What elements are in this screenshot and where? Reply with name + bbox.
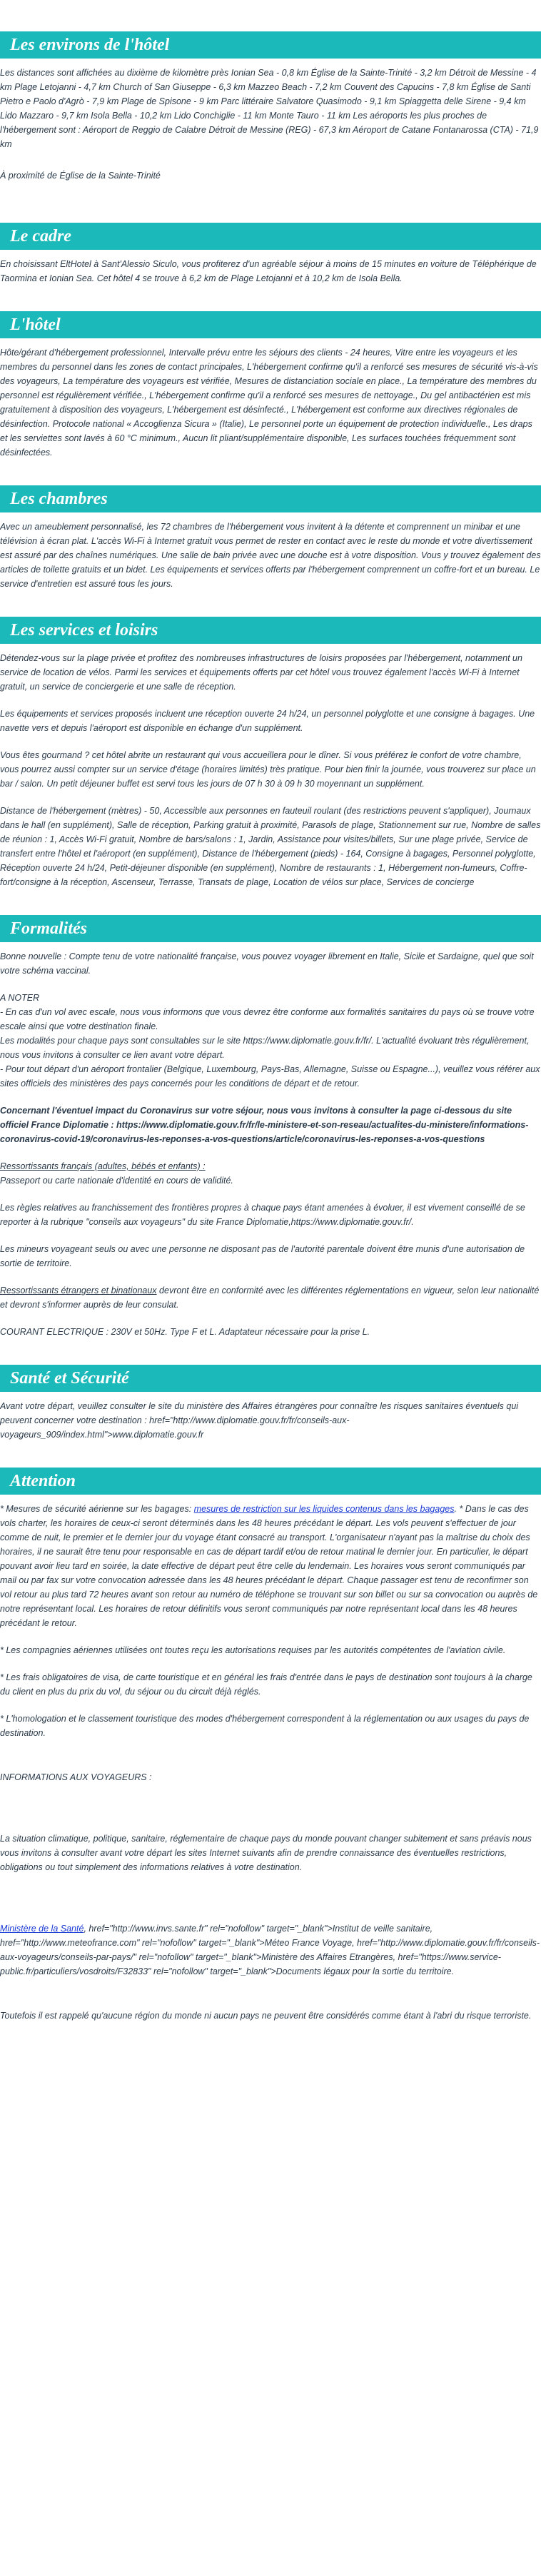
note-heading: A NOTER: [0, 993, 40, 1003]
section-attention: [0, 1468, 541, 2023]
section-services: [0, 617, 541, 889]
info-heading: INFORMATIONS AUX VOYAGEURS :: [0, 1772, 152, 1782]
chambres-text: Avec un ameublement personnalisé, les 72 chambres de l'hébergement vous invitent à la détente et comprennent un minibar et une télévision à écran plat. L'accès Wi-Fi à Internet gratuit vous permet de rester en contact avec le reste du monde et votre divertissement est assuré par des chaînes numériques. Une salle de bain privée avec une douche est à votre disposition. Vous y trouvez également des articles de toilette gratuits et un bidet. Les équipements et services offerts par l'hébergement comprennent un coffre-fort et un bureau. Le service d'entretien est assuré tous les jours.: [0, 522, 541, 589]
environs-proximity: À proximité de Église de la Sainte-Trinité: [0, 171, 161, 181]
section-cadre: [0, 223, 541, 286]
sante-text: Avant votre départ, veuillez consulter le site du ministère des Affaires étrangères pour connaître les risques sanitaires éventuels qui peuvent concerner votre destination : href="http://www.diplomatie.gouv.fr/fr/conseils-aux-voyageurs_909/index.html">www.diplomatie.gouv.fr: [0, 1401, 519, 1440]
section-title: Santé et Sécurité: [10, 1369, 129, 1388]
services-text-2: Les équipements et services proposés incluent une réception ouverte 24 h/24, un personnel polyglotte et une consigne à bagages. Une navette vers et depuis l'aéroport est disponible en échange d'un supplément.: [0, 709, 535, 733]
electric-current: COURANT ELECTRIQUE : 230V et 50Hz. Type F et L. Adaptateur nécessaire pour la prise L.: [0, 1327, 370, 1337]
section-header: [0, 1365, 541, 1392]
note-line-3: - Pour tout départ d'un aéroport frontalier (Belgique, Luxembourg, Pays-Bas, Allemagne, Suisse ou Espagne...), veuillez vous référer aux sites officiels des ministères des pays concernés pour les conditions de départ et de retour.: [0, 1064, 540, 1089]
services-text-1: Détendez-vous sur la plage privée et profitez des nombreuses infrastructures de loisirs proposées par l'hébergement, notamment un service de location de vélos. Parmi les services et équipements offerts par cet hôtel vous trouvez également l'accès Wi-Fi à Internet gratuit, un service de conciergerie et une salle de réception.: [0, 653, 522, 692]
liquids-restriction-link[interactable]: mesures de restriction sur les liquides contenus dans les bagages: [193, 1504, 455, 1514]
section-header: [0, 31, 541, 59]
hotel-text: Hôte/gérant d'hébergement professionnel, Intervalle prévu entre les séjours des clients - 24 heures, Vitre entre les voyageurs et les membres du personnel dans les zones de contact principales, L'hébergement confirme qu'il a renforcé ses mesures de sécurité vis-à-vis des voyageurs, La température des voyageurs est vérifiée, Mesures de distanciation sociale en place., La température des membres du personnel est régulièrement vérifiée., L'hébergement confirme qu'il a renforcé ses mesures de nettoyage., Du gel antibactérien est mis gratuitement à disposition des voyageurs, L'hébergement est désinfecté., L'hébergement est conforme aux directives régionales de désinfection. Protocole national « Accoglienza Sicura » (Italie), Le personnel porte un équipement de protection individuelle., Les draps et les serviettes sont lavés à 60 °C minimum., Aucun lit pliant/supplémentaire disponible, Les surfaces touchées fréquemment sont désinfectées.: [0, 348, 538, 458]
section-header: [0, 223, 541, 250]
note-line-1: - En cas d'un vol avec escale, nous vous informons que vous devrez être conforme aux formalités sanitaires du pays où se trouve votre escale ainsi que votre destination finale.: [0, 1007, 535, 1031]
page: [0, 31, 541, 2023]
section-chambres: [0, 485, 541, 591]
note-line-2: Les modalités pour chaque pays sont consultables sur le site https://www.diplomatie.gouv.fr/fr/. L'actualité évoluant très régulièrement, nous vous invitons à consulter ce lien avant votre départ.: [0, 1036, 530, 1060]
section-hotel: [0, 311, 541, 460]
section-title: Les chambres: [10, 490, 108, 508]
foreign-nationals-text: devront être en conformité avec les différentes réglementations en vigueur, selon leur nationalité et devront s'informer auprès de leur consulat.: [0, 1286, 540, 1310]
services-text-3: Vous êtes gourmand ? cet hôtel abrite un restaurant qui vous accueillera pour le dîner. Si vous préférez le confort de votre chambre, vous pourrez aussi compter sur un service d'étage (horaires limités) très pratique. Pour bien finir la journée, vous trouverez sur place un bar / salon. Un petit déjeuner buffet est servi tous les jours de 07 h 30 à 09 h 30 moyennant un supplément.: [0, 750, 536, 789]
visa-fees-text: * Les frais obligatoires de visa, de carte touristique et en général les frais d'entrée dans le pays de destination sont toujours à la charge du client en plus du prix du vol, du séjour ou du circuit déjà réglés.: [0, 1672, 532, 1697]
foreign-nationals-heading: Ressortissants étrangers et binationaux: [0, 1286, 157, 1295]
environs-distances: Les distances sont affichées au dixième de kilomètre près Ionian Sea - 0,8 km Église de la Sainte-Trinité - 3,2 km Détroit de Messine - 4 km Plage Letojanni - 4,7 km Church of San Giuseppe - 6,3 km Mazzeo Beach - 7,2 km Couvent des Capucins - 7,8 km Église de Santi Pietro e Paolo d'Agrò - 7,9 km Plage de Spisone - 9 km Parc littéraire Salvatore Quasimodo - 9,1 km Spiaggetta delle Sirene - 9,4 km Lido Mazzaro - 9,7 km Isola Bella - 10,2 km Lido Conchiglie - 11 km Monte Tauro - 11 km Les aéroports les plus proches de l'hébergement sont : Aéroport de Reggio de Calabre Détroit de Messine (REG) - 67,3 km Aéroport de Catane Fontanarossa (CTA) - 71,9 km: [0, 68, 539, 149]
info-text: La situation climatique, politique, sanitaire, réglementaire de chaque pays du monde pouvant changer subitement et sans préavis nous vous invitons à consulter avant votre départ les sites Internet suivants afin de prendre connaissance des éventuelles restrictions, obligations ou tout simplement des informations relatives à votre destination.: [0, 1834, 532, 1872]
ministry-health-link[interactable]: Ministère de la Santé: [0, 1924, 84, 1934]
section-title: Les environs de l'hôtel: [10, 36, 170, 54]
section-title: Attention: [10, 1472, 76, 1490]
fr-nationals-text: Passeport ou carte nationale d'identité en cours de validité.: [0, 1176, 233, 1186]
border-rules: Les règles relatives au franchissement des frontières propres à chaque pays étant amenées à évoluer, il est vivement conseillé de se reporter à la rubrique "conseils aux voyageurs" du site France Diplomatie,https://www.diplomatie.gouv.fr/.: [0, 1203, 525, 1227]
fr-nationals-heading: Ressortissants français (adultes, bébés et enfants) :: [0, 1161, 206, 1171]
section-header: [0, 1468, 541, 1495]
services-text-4: Distance de l'hébergement (mètres) - 50, Accessible aux personnes en fauteuil roulant (des restrictions peuvent s'appliquer), Journaux dans le hall (en supplément), Salle de réception, Parking gratuit à proximité, Parasols de plage, Stationnement sur rue, Nombre de salles de réunion : 1, Accès Wi-Fi gratuit, Nombre de bars/salons : 1, Jardin, Assistance pour visites/billets, Sur une plage privée, Service de transfert entre l'hôtel et l'aéroport (en supplément), Distance de l'hébergement (pieds) - 164, Consigne à bagages, Personnel polyglotte, Réception ouverte 24 h/24, Petit-déjeuner disponible (en supplément), Nombre de restaurants : 1, Hébergement non-fumeurs, Coffre-fort/consigne à la réception, Ascenseur, Terrasse, Transats de plage, Location de vélos sur place, Services de concierge: [0, 806, 541, 887]
covid-notice: Concernant l'éventuel impact du Coronavirus sur votre séjour, nous vous invitons à consulter la page ci-dessous du site officiel France Diplomatie : https://www.diplomatie.gouv.fr/fr/le-ministere-et-son-reseau/actualites-du-ministere/informations-coronavirus-covid-19/coronavirus-les-reponses-a-vos-questions/article/coronavirus-les-reponses-a-vos-questions: [0, 1106, 529, 1144]
airlines-text: * Les compagnies aériennes utilisées ont toutes reçu les autorisations requises par les autorités compétentes de l'aviation civile.: [0, 1645, 506, 1655]
luggage-pre: * Mesures de sécurité aérienne sur les bagages:: [0, 1504, 194, 1514]
section-environs: [0, 31, 541, 183]
charter-text: . * Dans le cas des vols charter, les horaires de ceux-ci seront déterminés dans les 48 heures précédant le départ. Les vols peuvent s'effectuer de jour comme de nuit, le premier et le dernier jour du voyage étant consacré au transport. L'organisateur n'ayant pas la maîtrise du choix des horaires, il ne saurait être tenu pour responsable en cas de départ tardif et/ou de retour matinal le dernier jour. En particulier, le départ pouvant avoir lieu tard en soirée, la date effective de départ peut être celle du lendemain. Les horaires vous seront communiqués par mail ou par fax sur votre convocation adressée dans les 48 heures précédant le départ. Chaque passager est tenu de reconfirmer son vol retour au plus tard 72 heures avant son retour au numéro de téléphone se trouvant sur son billet ou sur sa convocation ou auprès de notre représentant local. Les horaires de retour définitifs vous seront communiqués par notre représentant local dans les 48 heures précédant le retour.: [0, 1504, 538, 1628]
section-sante: [0, 1365, 541, 1442]
section-header: [0, 915, 541, 942]
official-sites-text: , href="http://www.invs.sante.fr" rel="nofollow" target="_blank">Institut de veille sanitaire, href="http://www.meteofrance.com" rel="nofollow" target="_blank">Méteo France Voyage, href="http://www.diplomatie.gouv.fr/fr/conseils-aux-voyageurs/conseils-par-pays/" rel="nofollow" target="_blank">Ministère des Affaires Etrangères, href="https://www.service-public.fr/particuliers/vosdroits/F32833" rel="nofollow" target="_blank">Documents légaux pour la sortie du territoire.: [0, 1924, 540, 1976]
terror-risk-text: Toutefois il est rappelé qu'aucune région du monde ni aucun pays ne peuvent être considérés comme étant à l'abri du risque terroriste.: [0, 2011, 532, 2021]
section-title: L'hôtel: [10, 315, 61, 334]
section-title: Les services et loisirs: [10, 621, 158, 640]
formalites-intro: Bonne nouvelle : Compte tenu de votre nationalité française, vous pouvez voyager librement en Italie, Sicile et Sardaigne, quel que soit votre schéma vaccinal.: [0, 951, 534, 976]
minors-text: Les mineurs voyageant seuls ou avec une personne ne disposant pas de l'autorité parentale doivent être munis d'une autorisation de sortie de territoire.: [0, 1244, 525, 1268]
section-formalites: [0, 915, 541, 1339]
section-header: [0, 311, 541, 338]
cadre-text: En choisissant EltHotel à Sant'Alessio Siculo, vous profiterez d'un agréable séjour à moins de 15 minutes en voiture de Téléphérique de Taormina et Ionian Sea. Cet hôtel 4 se trouve à 6,2 km de Plage Letojanni et à 10,2 km de Isola Bella.: [0, 259, 537, 283]
section-header: [0, 485, 541, 512]
homologation-text: * L'homologation et le classement touristique des modes d'hébergement correspondent à la réglementation ou aux usages du pays de destination.: [0, 1714, 530, 1738]
section-title: Le cadre: [10, 227, 71, 246]
section-title: Formalités: [10, 919, 88, 938]
section-header: [0, 617, 541, 644]
